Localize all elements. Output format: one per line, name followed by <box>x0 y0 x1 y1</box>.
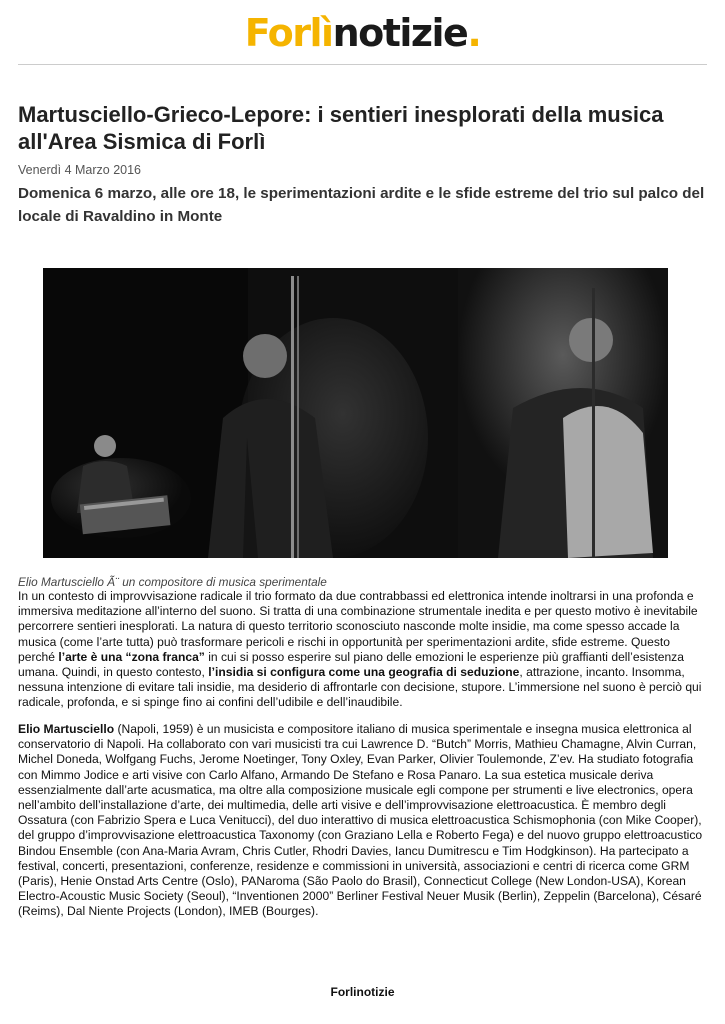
header-divider <box>18 64 707 65</box>
article-paragraph-2 <box>18 722 710 920</box>
paragraph-1-emphasis-a: l’arte è una “zona franca” <box>58 649 205 664</box>
paragraph-2-name: Elio Martusciello <box>18 722 115 736</box>
logo-part-notizie: notizie <box>332 11 468 55</box>
masthead <box>0 8 725 58</box>
article-date: Venerdì 4 Marzo 2016 <box>18 163 141 177</box>
paragraph-2-text: (Napoli, 1959) è un musicista e compositore italiano di musica sperimentale e insegna musica elettronica al conservatorio di Napoli. Ha collaborato con vari musicisti tra cui Lawrence D. “Butch” Morris, Mathieu Chamagne, Alvin Curran, Michel Doneda, Wolfgang Fuchs, Jerome Noetinger, Tony Oxley, Evan Parker, Olivier Toulemonde, Z’ev. Ha studiato fotografia con Mimmo Jodice e arti visive con Carlo Alfano, Armando De Stefano e Rosa Panaro. La sua estetica musicale deriva essenzialmente dall’arte acusmatica, ma oltre alla composizione musicale egli compone per strumenti e live electronics, opera nell’ambito dell’installazione d’arte, dei multimedia, delle arti visive e dell’improvvisazione elettroacustica. È membro degli Ossatura (con Fabrizio Spera e Luca Venitucci), del duo interattivo di musica elettroacustica Schismophonia (con Mike Cooper), del gruppo d’improvvisazione elettroacustica Taxonomy (con Graziano Lella e Roberto Fega) e del nuovo gruppo elettroacustico Bindou Ensemble (con Ana-Maria Avram, Chris Cutler, Rhodri Davies, Iancu Dumitrescu e Tim Hodgkinson). Ha partecipato a festival, concerti, presentazioni, conferenze, residenze e commissioni in università, associazioni e centri di ricerca come GRM (Paris), Henie Onstad Arts Centre (Oslo), PANaroma (São Paolo do Brasil), Connecticut College (New London-USA), Korean Electro-Acoustic Music Society (Seoul), “Inventionen 2000” Berliner Festival Neuer Musik (Berlin), Zeppelin (Barcelona), Césaré (Reims), Dal Niente Projects (London), IMEB (Bourges). <box>18 722 703 919</box>
article-title: Martusciello-Grieco-Lepore: i sentieri inesplorati della musica all'Area Sismica di Forlì <box>18 102 664 154</box>
logo-part-forli: Forlì <box>244 11 333 55</box>
page-footer: Forlinotizie <box>330 985 395 999</box>
article-photo <box>43 268 668 558</box>
paragraph-1-text-a: In un contesto di improvvisazione radicale il trio formato da due contrabbassi ed elettronica intende inoltrarsi in una profonda e immersiva meditazione all’interno del suono. Si tratta di una combinazione strumentale inedita e per questo motivo è inevitabile percorrere sentieri inesplorati. La natura di questo territorio sconosciuto nasconde molte insidie, ma come spesso accade la musica (come l’arte tutta) può trasformare pericoli e rischi in opportunità per sperimentazioni ardite, sfide estreme. Questo perché <box>18 589 698 664</box>
paragraph-1-text-c: , attrazione, incanto. Insomma, nessuna intenzione di evitare tali insidie, ma desiderio di affrontarle con decisione, stupore. L’immersione nel suono è perciò qui radicale, profonda, e si spinge fino ai confini dell’udibile e dell’inaudibile. <box>18 665 702 710</box>
logo-dot: . <box>467 11 481 55</box>
article-subtitle: Domenica 6 marzo, alle ore 18, le sperimentazioni ardite e le sfide estreme del trio sul palco del locale di Ravaldino in Monte <box>18 185 705 225</box>
article-paragraph-1 <box>18 589 710 711</box>
paragraph-1-emphasis-b: l’insidia si configura come una geografia di seduzione <box>208 665 520 680</box>
photo-caption: Elio Martusciello Ã¨ un compositore di musica sperimentale <box>18 575 327 589</box>
paragraph-1-text-b: in cui si posso esperire sul piano delle emozioni le esperienze più graffianti dell’esistenza umana. Quindi, in questo contesto, <box>18 649 684 680</box>
site-logo[interactable] <box>245 8 481 58</box>
